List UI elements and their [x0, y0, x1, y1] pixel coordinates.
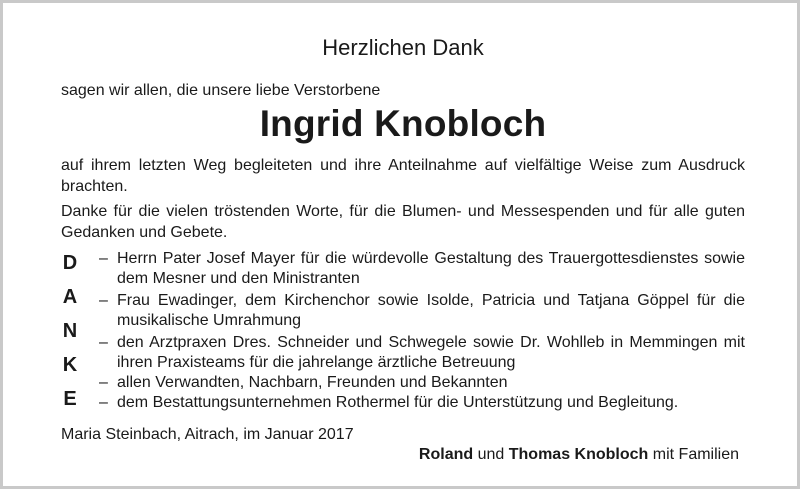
thanks-item-relatives: allen Verwandten, Nachbarn, Freunden und Bekannten — [117, 374, 508, 391]
thanks-item-choir: Frau Ewadinger, dem Kirchenchor sowie Isolde, Patricia und Tatjana Göppel für die musikalische Umrahmung — [117, 292, 745, 329]
danke-letter-n: N — [62, 320, 78, 342]
thanks-item-doctors: den Arztpraxen Dres. Schneider und Schwegele sowie Dr. Wohlleb in Memmingen mit ihren Praxisteams für die jahrelange ärztliche Betreuung — [117, 334, 745, 371]
place-date: Maria Steinbach, Aitrach, im Januar 2017 — [61, 426, 354, 443]
signature-connector: und — [477, 446, 505, 463]
list-dash: – — [99, 394, 108, 411]
signature-name-1: Roland — [418, 446, 474, 463]
deceased-name: Ingrid Knobloch — [259, 103, 547, 144]
thanks-item-undertaker: dem Bestattungsunternehmen Rothermel für die Unterstützung und Begleitung. — [117, 394, 679, 411]
danke-letter-a: A — [62, 286, 78, 308]
list-dash: – — [99, 250, 108, 267]
danke-letter-e: E — [63, 388, 77, 410]
thanks-item-priest: Herrn Pater Josef Mayer für die würdevolle Gestaltung des Trauergottesdienstes sowie dem Mesner und den Ministranten — [117, 250, 745, 287]
list-dash: – — [99, 292, 108, 309]
signature-suffix: mit Familien — [652, 446, 739, 463]
paragraph-farewell: auf ihrem letzten Weg begleiteten und ihre Anteilnahme auf vielfältige Weise zum Ausdruck brachten. — [61, 157, 745, 195]
notice-heading: Herzlichen Dank — [322, 35, 484, 60]
intro-line: sagen wir allen, die unsere liebe Verstorbene — [61, 82, 381, 99]
danke-letter-k: K — [62, 354, 78, 376]
signature-name-2: Thomas Knobloch — [508, 446, 649, 463]
paragraph-thanks: Danke für die vielen tröstenden Worte, für die Blumen- und Messespenden und für alle guten Gedanken und Gebete. — [61, 203, 745, 241]
list-dash: – — [99, 334, 108, 351]
danke-letter-d: D — [62, 252, 78, 274]
signature — [419, 445, 739, 465]
list-dash: – — [99, 374, 108, 391]
